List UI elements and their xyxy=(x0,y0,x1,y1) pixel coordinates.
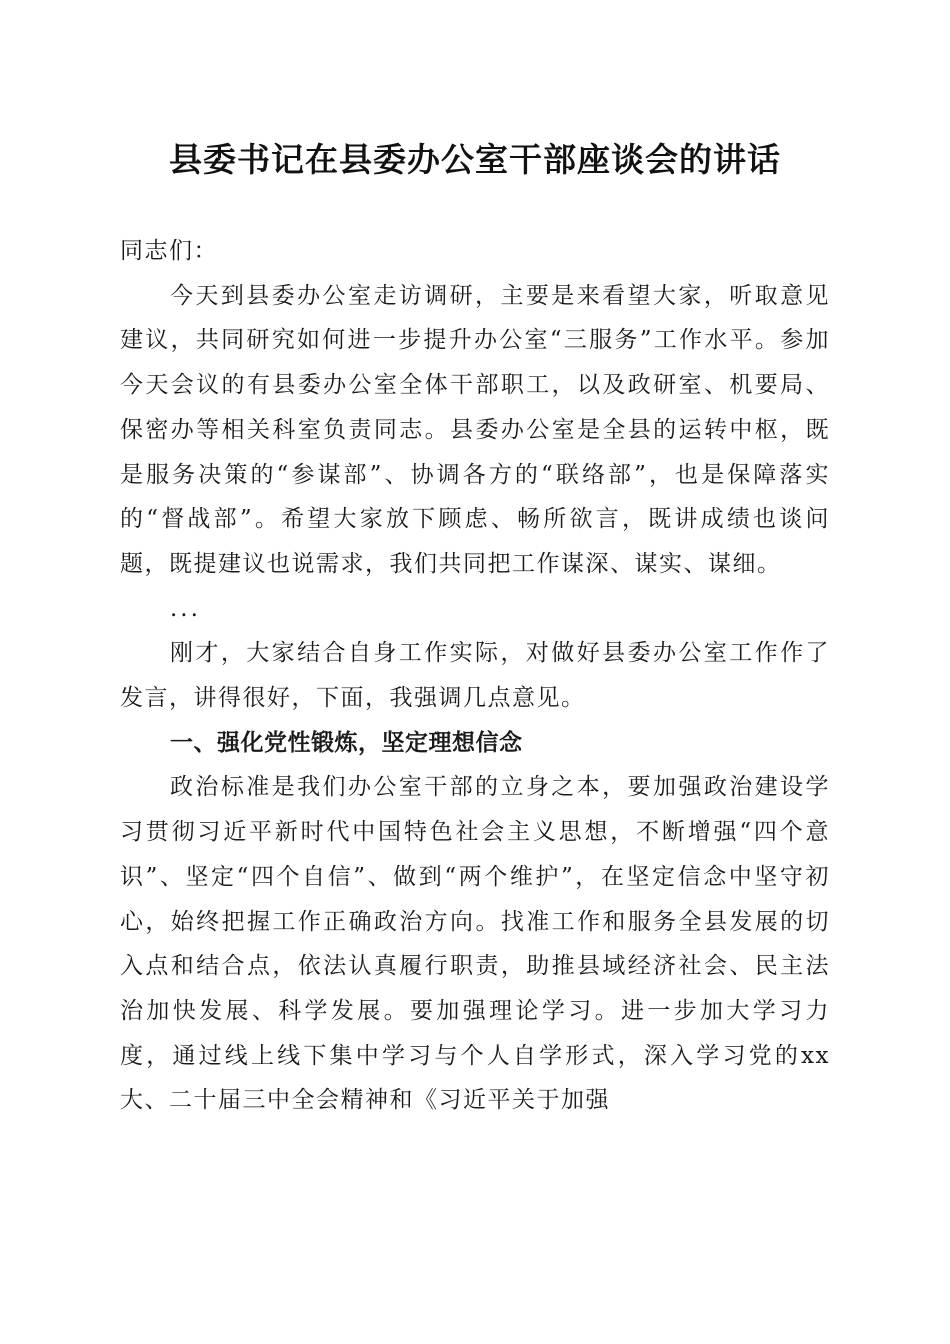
paragraph-opening: 今天到县委办公室走访调研，主要是来看望大家，听取意见建议，共同研究如何进一步提升办公室“三服务”工作水平。参加今天会议的有县委办公室全体干部职工，以及政研室、机要局、保密办等相关科室负责同志。县委办公室是全县的运转中枢，既是服务决策的“参谋部”、协调各方的“联络部”，也是保障落实的“督战部”。希望大家放下顾虑、畅所欲言，既讲成绩也谈问题，既提建议也说需求，我们共同把工作谋深、谋实、谋细。 xyxy=(120,282,830,577)
section-heading-1: 一、强化党性锻炼，坚定理想信念 xyxy=(170,729,523,756)
paragraph-section-1: 政治标准是我们办公室干部的立身之本，要加强政治建设学习贯彻习近平新时代中国特色社会主义思想，不断增强“四个意识”、坚定“四个自信”、做到“两个维护”，在坚定信念中坚守初心，始终把握工作正确政治方向。找准工作和服务全县发展的切入点和结合点，依法认真履行职责，助推县域经济社会、民主法治加快发展、科学发展。要加强理论学习。进一步加大学习力度，通过线上线下集中学习与个人自学形式，深入学习党的xx大、二十届三中全会精神和《习近平关于加强 xyxy=(120,774,830,1114)
omission-ellipsis: ... xyxy=(170,595,201,622)
document-body xyxy=(120,229,830,1123)
salutation: 同志们： xyxy=(120,238,218,264)
document-title: 县委书记在县委办公室干部座谈会的讲话 xyxy=(169,140,781,179)
paragraph-transition: 刚才，大家结合自身工作实际，对做好县委办公室工作作了发言，讲得很好，下面，我强调几点意见。 xyxy=(120,640,830,712)
